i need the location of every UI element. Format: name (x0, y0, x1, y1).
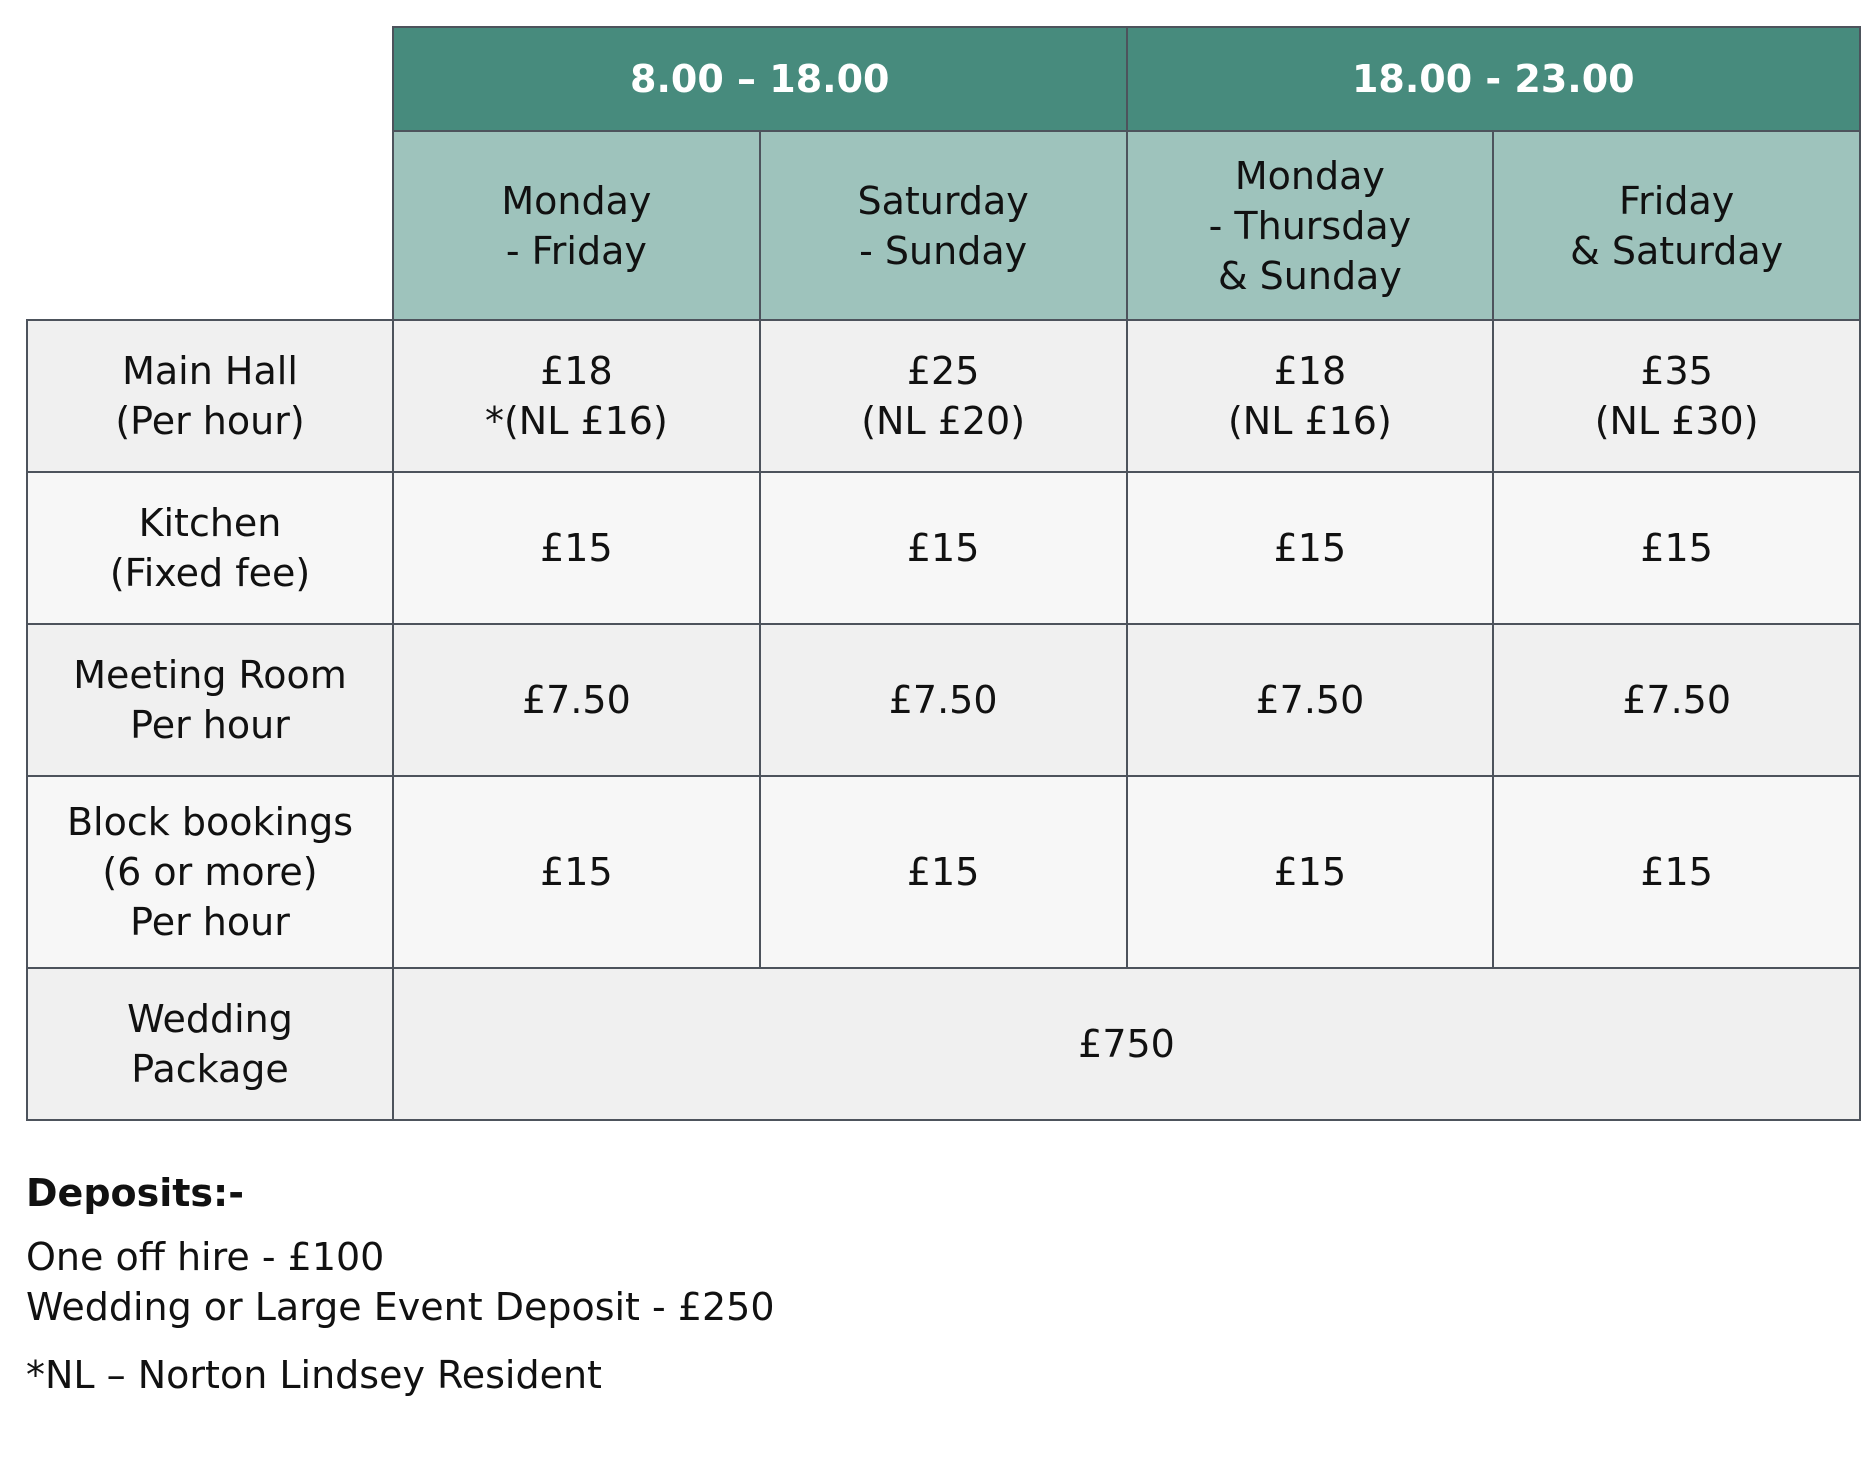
price-cell: £15 (1127, 776, 1494, 968)
price-cell: £15 (1127, 472, 1494, 624)
price-cell: £18 (NL £16) (1127, 320, 1494, 472)
price-cell: £15 (760, 776, 1127, 968)
price-cell-wedding: £750 (393, 968, 1860, 1120)
table-row-main-hall (27, 320, 1860, 472)
row-label-block-bookings: Block bookings (6 or more) Per hour (27, 776, 393, 968)
pricing-table (26, 26, 1861, 1121)
price-cell: £7.50 (760, 624, 1127, 776)
price-cell: £7.50 (1127, 624, 1494, 776)
price-cell: £18 *(NL £16) (393, 320, 760, 472)
row-label-kitchen: Kitchen (Fixed fee) (27, 472, 393, 624)
notes-section (26, 1168, 1226, 1400)
table-row-meeting-room (27, 624, 1860, 776)
row-label-meeting-room: Meeting Room Per hour (27, 624, 393, 776)
price-cell: £15 (760, 472, 1127, 624)
table-row-wedding-package (27, 968, 1860, 1120)
price-cell: £15 (393, 472, 760, 624)
price-cell: £15 (1493, 472, 1860, 624)
day-header-sat-sun: Saturday - Sunday (760, 131, 1127, 320)
price-cell: £35 (NL £30) (1493, 320, 1860, 472)
time-band-daytime: 8.00 – 18.00 (393, 27, 1127, 131)
deposits-heading: Deposits:- (26, 1171, 245, 1215)
price-cell: £25 (NL £20) (760, 320, 1127, 472)
empty-corner-cell (27, 27, 393, 320)
time-band-header-row (27, 27, 1860, 131)
row-label-wedding-package: Wedding Package (27, 968, 393, 1120)
price-cell: £7.50 (1493, 624, 1860, 776)
day-header-mon-fri: Monday - Friday (393, 131, 760, 320)
deposit-list (26, 1232, 1226, 1332)
day-header-fri-sat: Friday & Saturday (1493, 131, 1860, 320)
day-header-mon-thu-sun: Monday - Thursday & Sunday (1127, 131, 1494, 320)
table-row-block-bookings (27, 776, 1860, 968)
price-cell: £15 (393, 776, 760, 968)
row-label-main-hall: Main Hall (Per hour) (27, 320, 393, 472)
table-row-kitchen (27, 472, 1860, 624)
price-cell: £7.50 (393, 624, 760, 776)
deposit-line-wedding: Wedding or Large Event Deposit - £250 (26, 1285, 775, 1329)
price-cell: £15 (1493, 776, 1860, 968)
deposit-line-one-off: One off hire - £100 (26, 1235, 385, 1279)
footnote-nl: *NL – Norton Lindsey Resident (26, 1353, 602, 1397)
time-band-evening: 18.00 - 23.00 (1127, 27, 1861, 131)
